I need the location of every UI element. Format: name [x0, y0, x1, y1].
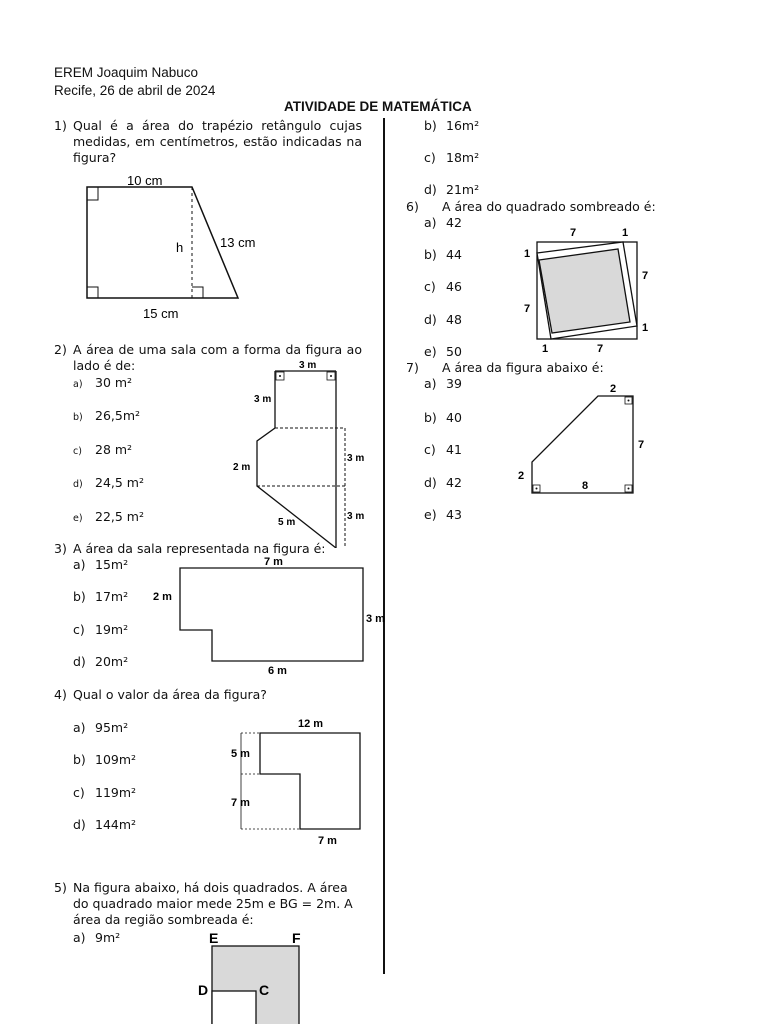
q1-label-h: h [176, 240, 184, 255]
q7-pentagon-figure [512, 378, 652, 498]
q3-label-right: 3 m [366, 613, 385, 625]
q7-option-b: b) 40 [424, 410, 462, 425]
q6-label-t1: 1 [622, 227, 629, 239]
q7-option-c: c) 41 [424, 442, 462, 457]
q3-option-c: c) 19m² [73, 622, 129, 637]
q4-label-left-bot: 7 m [231, 797, 250, 809]
q2-label-top: 3 m [299, 360, 317, 371]
q7-text: A área da figura abaixo é: [442, 360, 604, 375]
q5-number: 5) [54, 880, 67, 895]
q6-label-b1: 1 [542, 343, 549, 355]
q2-label-left-mid: 2 m [233, 462, 251, 473]
q1-option-b: b) 16m² [424, 118, 480, 133]
q6-text: A área do quadrado sombreado é: [442, 199, 656, 214]
q2-option-e: e) 22,5 m² [73, 509, 144, 524]
q4-number: 4) [54, 687, 67, 702]
q1-option-c: c) 18m² [424, 150, 480, 165]
q3-number: 3) [54, 541, 67, 556]
q7-number: 7) [406, 360, 419, 375]
date-line: Recife, 26 de abril de 2024 [54, 83, 216, 98]
q5-label-e: E [209, 930, 219, 946]
q4-l-shape-figure [225, 712, 370, 852]
column-divider [383, 118, 385, 974]
q5-label-d: D [198, 982, 209, 998]
q7-label-left: 2 [518, 470, 525, 482]
q2-label-left-top: 3 m [254, 394, 272, 405]
q2-label-diag: 5 m [278, 517, 296, 528]
q7-option-a: a) 39 [424, 376, 462, 391]
q4-label-bottom: 7 m [318, 835, 337, 847]
q7-label-top: 2 [610, 383, 617, 395]
q6-option-a: a) 42 [424, 215, 462, 230]
q1-number: 1) [54, 118, 67, 133]
q5-label-f: F [292, 930, 301, 946]
q6-option-b: b) 44 [424, 247, 462, 262]
q1-text: Qual é a área do trapézio retângulo cujas medidas, em centímetros, estão indicadas na figura? [73, 118, 362, 165]
q4-option-a: a) 95m² [73, 720, 129, 735]
page-title: ATIVIDADE DE MATEMÁTICA [284, 99, 472, 114]
q4-option-b: b) 109m² [73, 752, 137, 767]
q2-label-right-mid: 3 m [347, 453, 365, 464]
q5-option-a: a) 9m² [73, 930, 121, 945]
q2-option-a: a) 30 m² [73, 375, 133, 390]
q7-option-d: d) 42 [424, 475, 462, 490]
q6-label-l1: 1 [524, 248, 531, 260]
q6-label-t7: 7 [570, 227, 577, 239]
q7-label-right: 7 [638, 439, 645, 451]
q3-text: A área da sala representada na figura é: [73, 541, 326, 556]
school-name: EREM Joaquim Nabuco [54, 65, 199, 80]
q4-label-top: 12 m [298, 718, 324, 730]
q5-squares-figure [195, 928, 315, 1024]
q1-label-side: 13 cm [220, 235, 256, 250]
q2-room-figure [228, 358, 378, 548]
q6-option-c: c) 46 [424, 279, 462, 294]
q3-option-a: a) 15m² [73, 557, 129, 572]
q4-text: Qual o valor da área da figura? [73, 687, 267, 702]
q7-label-bottom: 8 [582, 480, 589, 492]
q5-label-c: C [259, 982, 270, 998]
q2-text: A área de uma sala com a forma da figura ao lado é de: [73, 342, 362, 373]
q6-label-r7: 7 [642, 270, 649, 282]
q6-option-d: d) 48 [424, 312, 462, 327]
q1-label-bottom: 15 cm [143, 306, 179, 321]
q6-label-r1: 1 [642, 322, 649, 334]
q4-option-c: c) 119m² [73, 785, 137, 800]
q2-number: 2) [54, 342, 67, 357]
q2-option-d: d) 24,5 m² [73, 475, 144, 490]
q6-number: 6) [406, 199, 419, 214]
q3-option-b: b) 17m² [73, 589, 129, 604]
q5-text: Na figura abaixo, há dois quadrados. A área do quadrado maior mede 25m e BG = 2m. A área da região sombreada é: [73, 880, 353, 927]
q1-label-top: 10 cm [127, 173, 163, 188]
q4-option-d: d) 144m² [73, 817, 137, 832]
q3-option-d: d) 20m² [73, 654, 129, 669]
q1-trapezoid-figure [70, 170, 270, 325]
q6-option-e: e) 50 [424, 344, 462, 359]
q3-room-figure [150, 552, 390, 678]
q3-label-bottom: 6 m [268, 665, 287, 677]
q6-label-b7: 7 [597, 343, 604, 355]
q7-option-e: e) 43 [424, 507, 462, 522]
q4-label-left-top: 5 m [231, 748, 250, 760]
q6-square-figure [515, 222, 665, 357]
q3-label-left: 2 m [153, 591, 172, 603]
q1-option-d: d) 21m² [424, 182, 480, 197]
q2-label-right-bot: 3 m [347, 511, 365, 522]
q2-option-b: b) 26,5m² [73, 408, 141, 423]
q3-label-top: 7 m [264, 556, 283, 568]
q2-option-c: c) 28 m² [73, 442, 133, 457]
q6-label-l7: 7 [524, 303, 531, 315]
